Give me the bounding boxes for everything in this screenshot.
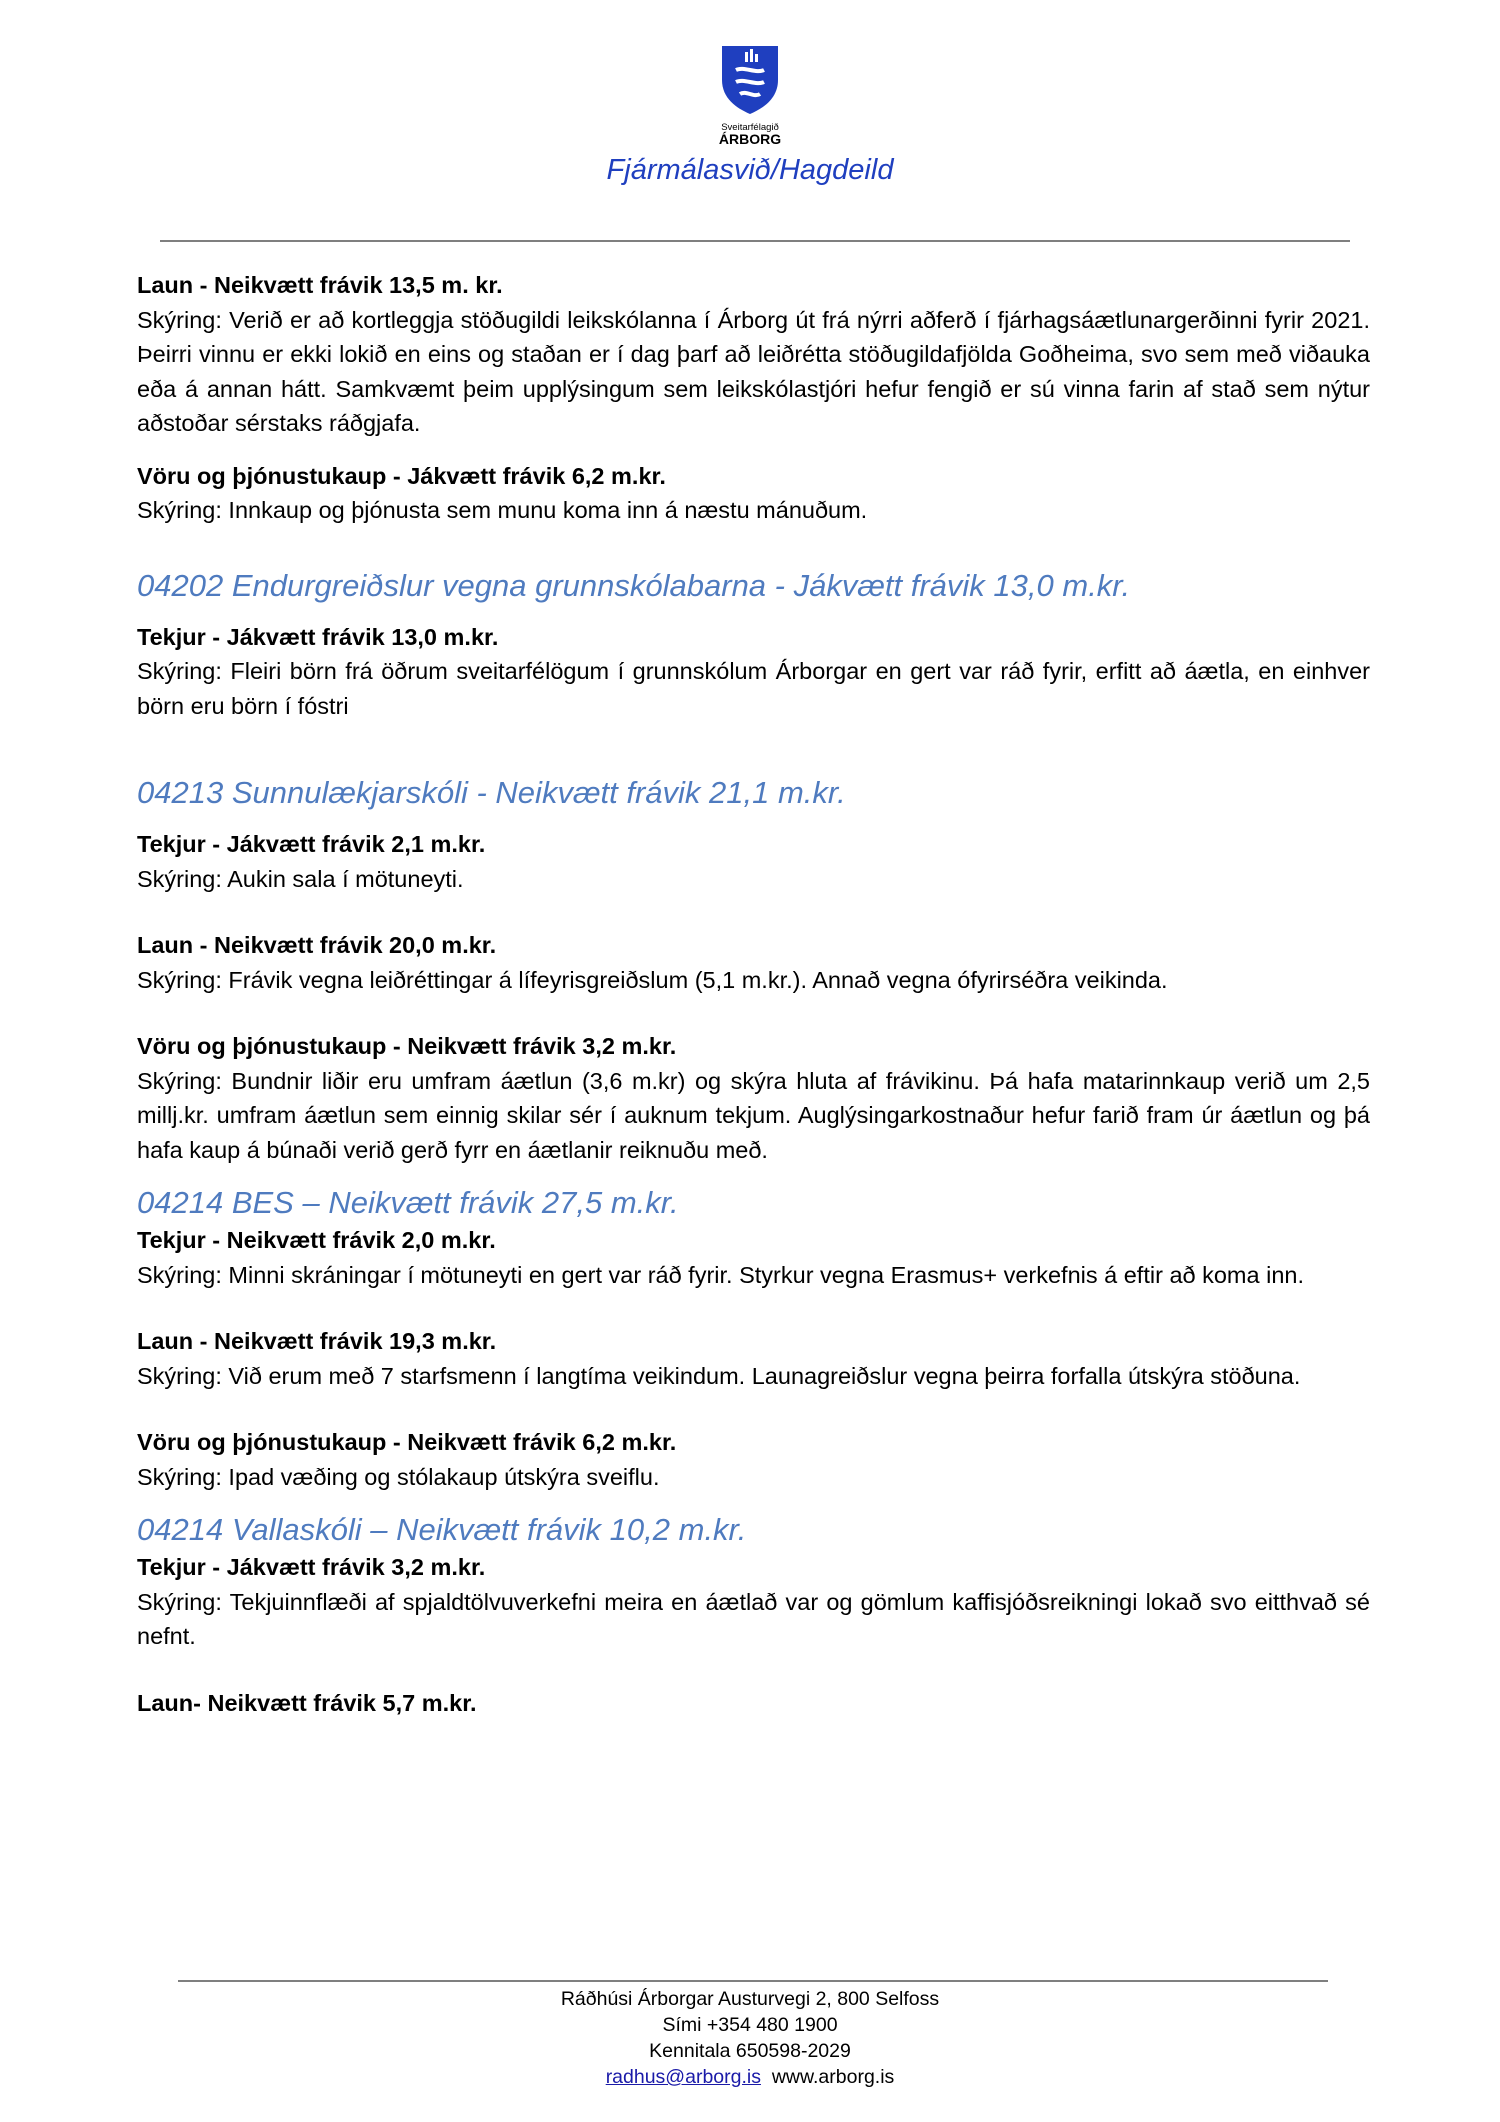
block-explanation: Skýring: Tekjuinnflæði af spjaldtölvuverkefni meira en áætlað var og gömlum kaffisjóðsreikningi lokað svo eitthvað sé nefnt. [137, 1588, 1370, 1649]
footer-address: Ráðhúsi Árborgar Austurvegi 2, 800 Selfoss [560, 1988, 940, 2010]
page-footer [0, 1986, 1500, 2090]
footer-divider [178, 1980, 1328, 1982]
footer-contact [0, 2064, 1500, 2090]
block-explanation: Skýring: Innkaup og þjónusta sem munu koma inn á næstu mánuðum. [137, 497, 868, 523]
footer-kennitala: Kennitala 650598-2029 [649, 2040, 851, 2062]
block-label: Tekjur - Jákvætt frávik 3,2 m.kr. [137, 1554, 486, 1580]
section-title: 04213 Sunnulækjarskóli - Neikvætt frávik 21,1 m.kr. [137, 775, 846, 810]
block-explanation: Skýring: Við erum með 7 starfsmenn í langtíma veikindum. Launagreiðslur vegna þeirra forfalla útskýra stöðuna. [137, 1362, 1301, 1389]
content-block [137, 1324, 1370, 1393]
block-label: Tekjur - Neikvætt frávik 2,0 m.kr. [137, 1227, 496, 1253]
block-label: Tekjur - Jákvætt frávik 2,1 m.kr. [137, 831, 486, 857]
content-block [137, 1425, 1370, 1494]
content-block [137, 928, 1370, 997]
page-header [0, 40, 1500, 187]
content-block [137, 1550, 1370, 1654]
block-explanation: Skýring: Minni skráningar í mötuneyti en gert var ráð fyrir. Styrkur vegna Erasmus+ verkefnis á eftir að koma inn. [137, 1261, 1304, 1288]
block-explanation: Skýring: Aukin sala í mötuneyti. [137, 865, 464, 892]
content-block [137, 1686, 1370, 1721]
block-label: Tekjur - Jákvætt frávik 13,0 m.kr. [137, 623, 499, 650]
block-label: Vöru og þjónustukaup - Neikvætt frávik 3,2 m.kr. [137, 1033, 677, 1059]
block-label: Laun - Neikvætt frávik 13,5 m. kr. [137, 272, 503, 298]
svg-text:ÁRBORG: ÁRBORG [718, 131, 782, 147]
block-explanation: Skýring: Bundnir liðir eru umfram áætlun (3,6 m.kr) og skýra hluta af frávikinu. Þá hafa matarinnkaup verið um 2,5 millj.kr. umfram áætlun sem einnig skilar sér í auknum tekjum. Auglýsingarkostnaður hefur farið fram úr áætlun og þá hafa kaup á búnaði verið gerð fyrr en áætlanir reiknuðu með. [137, 1067, 1370, 1163]
arborg-logo-icon [714, 40, 786, 150]
section-title: 04214 BES – Neikvætt frávik 27,5 m.kr. [137, 1185, 679, 1220]
content-block [137, 1029, 1370, 1167]
section-title: 04202 Endurgreiðslur vegna grunnskólabarna - Jákvætt frávik 13,0 m.kr. [137, 567, 1131, 603]
section-heading [137, 1510, 1370, 1550]
header-divider [160, 240, 1350, 242]
content-block [137, 620, 1370, 724]
content-block [137, 1223, 1370, 1292]
section-heading [137, 773, 1370, 813]
block-label: Laun - Neikvætt frávik 20,0 m.kr. [137, 932, 497, 958]
block-explanation: Skýring: Fleiri börn frá öðrum sveitarfélögum í grunnskólum Árborgar en gert var ráð fyrir, erfitt að áætla, en einhver börn eru börn í fóstri [137, 658, 1370, 719]
section-title: 04214 Vallaskóli – Neikvætt frávik 10,2 m.kr. [137, 1512, 747, 1547]
department-title: Fjármálasvið/Hagdeild [606, 154, 894, 186]
block-label: Laun- Neikvætt frávik 5,7 m.kr. [137, 1689, 477, 1716]
block-explanation: Skýring: Ipad væðing og stólakaup útskýra sveiflu. [137, 1463, 660, 1490]
footer-website: www.arborg.is [771, 2066, 895, 2088]
block-label: Laun - Neikvætt frávik 19,3 m.kr. [137, 1328, 497, 1354]
content-block [137, 827, 1370, 896]
svg-text:Sveitarfélagið: Sveitarfélagið [721, 122, 779, 133]
section-heading [137, 1183, 1370, 1223]
content-block [137, 268, 1370, 441]
block-explanation: Skýring: Verið er að kortleggja stöðugildi leikskólanna í Árborg út frá nýrri aðferð í fjárhagsáætlunargerðinni fyrir 2021. Þeirri vinnu er ekki lokið en eins og staðan er í dag þarf að leiðrétta stöðugildafjölda Goðheima, svo sem með viðauka eða á annan hátt. Samkvæmt þeim upplýsingum sem leikskólastjóri hefur fengið er sú vinna farin af stað sem nýtur aðstoðar sérstaks ráðgjafa. [137, 306, 1370, 436]
block-label: Vöru og þjónustukaup - Jákvætt frávik 6,2 m.kr. [137, 462, 666, 489]
block-explanation: Skýring: Frávik vegna leiðréttingar á lífeyrisgreiðslum (5,1 m.kr.). Annað vegna ófyrirséðra veikinda. [137, 966, 1168, 993]
footer-email-link[interactable]: radhus@arborg.is [605, 2066, 761, 2088]
footer-phone: Sími +354 480 1900 [662, 2014, 838, 2036]
content-block [137, 459, 1370, 528]
document-body [137, 268, 1370, 1720]
block-label: Vöru og þjónustukaup - Neikvætt frávik 6,2 m.kr. [137, 1429, 677, 1455]
section-heading [137, 566, 1370, 606]
